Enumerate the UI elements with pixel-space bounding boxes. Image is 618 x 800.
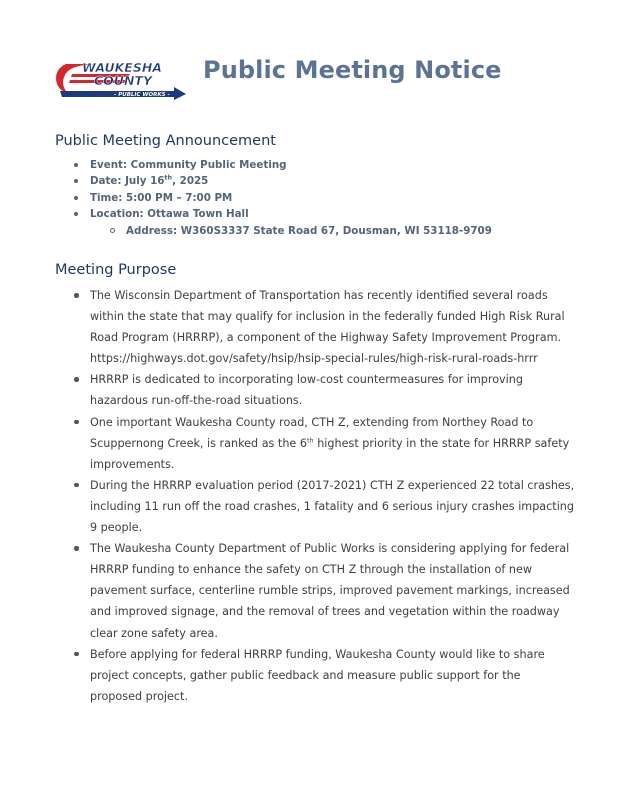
- event-text: Event: Community Public Meeting: [90, 159, 287, 171]
- paragraph-line: HRRRP funding to enhance the safety on CTH Z through the installation of new: [90, 563, 533, 577]
- paragraph-line: Road Program (HRRRP), a component of the Highway Safety Improvement Program.: [90, 331, 562, 345]
- purpose-item-crashes: [72, 475, 575, 538]
- paragraph-line: 9 people.: [90, 521, 143, 535]
- ranking-text: Scuppernong Creek, is ranked as the 6: [90, 436, 307, 450]
- purpose-item-funding: [72, 538, 572, 643]
- paragraph-line: [90, 433, 572, 454]
- list-item-date: [72, 173, 492, 189]
- page-title: Public Meeting Notice: [203, 56, 502, 84]
- logo-text-public-works: - PUBLIC WORKS -: [114, 92, 170, 98]
- paragraph-line: proposed project.: [90, 689, 188, 703]
- waukesha-county-logo: [52, 58, 188, 100]
- paragraph-line: The Waukesha County Department of Public Works is considering applying for federal: [90, 542, 570, 556]
- paragraph-line: clear zone safety area.: [90, 626, 218, 640]
- sub-bullet-icon: [110, 228, 115, 233]
- paragraph-line: including 11 run off the road crashes, 1 fatality and 6 serious injury crashes impacting: [90, 499, 574, 513]
- bullet-icon: [74, 652, 79, 657]
- paragraph-line: improvements.: [90, 457, 175, 471]
- document-header: [52, 52, 592, 102]
- ranking-ordinal: th: [306, 435, 314, 444]
- time-text: Time: 5:00 PM – 7:00 PM: [90, 191, 233, 204]
- paragraph-line: pavement surface, centerline rumble strips, improved pavement markings, increased: [90, 584, 570, 598]
- bullet-icon: [74, 483, 79, 488]
- ranking-text-end: highest priority in the state for HRRRP safety: [313, 436, 570, 450]
- logo-text-county: COUNTY: [94, 73, 152, 88]
- purpose-list: [72, 285, 575, 707]
- bullet-icon: [74, 377, 79, 382]
- paragraph-line: One important Waukesha County road, CTH Z, extending from Northey Road to: [90, 415, 534, 429]
- date-text: Date: July 16: [90, 175, 165, 188]
- list-item-time: [72, 190, 492, 206]
- purpose-item-feedback: [72, 644, 572, 707]
- date-year: , 2025: [172, 175, 209, 188]
- paragraph-line: within the state that may qualify for inclusion in the federally funded High Risk Rural: [90, 310, 565, 324]
- purpose-item-wisdot: [72, 285, 572, 369]
- paragraph-line: and improved signage, and the removal of trees and vegetation within the roadway: [90, 605, 560, 619]
- paragraph-line: hazardous run-off-the-road situations.: [90, 394, 303, 408]
- announcement-heading: Public Meeting Announcement: [55, 133, 276, 149]
- bullet-icon: [74, 420, 79, 425]
- announcement-list: [72, 157, 492, 239]
- bullet-icon: [74, 212, 78, 216]
- paragraph-line: The Wisconsin Department of Transportation has recently identified several roads: [90, 289, 548, 302]
- bullet-icon: [74, 546, 79, 551]
- paragraph-line: During the HRRRP evaluation period (2017-2021) CTH Z experienced 22 total crashes,: [90, 478, 575, 492]
- paragraph-line: HRRRP is dedicated to incorporating low-cost countermeasures for improving: [90, 373, 523, 387]
- paragraph-line: project concepts, gather public feedback and measure public support for the: [90, 668, 521, 682]
- purpose-item-cth-z: [72, 412, 572, 475]
- list-item-address: [72, 223, 492, 239]
- hrrr-link[interactable]: https://highways.dot.gov/safety/hsip/hsip-special-rules/high-risk-rural-roads-hrrr: [90, 352, 538, 366]
- list-item-location: [72, 206, 492, 222]
- date-ordinal: th: [164, 173, 173, 182]
- address-text: Address: W360S3337 State Road 67, Dousman, WI 53118-9709: [126, 224, 492, 237]
- location-text: Location: Ottawa Town Hall: [90, 208, 249, 221]
- list-item-event: [72, 157, 492, 173]
- bullet-icon: [74, 196, 78, 200]
- bullet-icon: [74, 293, 79, 298]
- purpose-item-hrrrp: [72, 369, 572, 411]
- paragraph-line: Before applying for federal HRRRP funding, Waukesha County would like to share: [90, 647, 545, 661]
- purpose-heading: Meeting Purpose: [55, 262, 177, 278]
- bullet-icon: [74, 163, 78, 167]
- logo-text-waukesha: WAUKESHA: [82, 60, 162, 75]
- bullet-icon: [74, 179, 78, 183]
